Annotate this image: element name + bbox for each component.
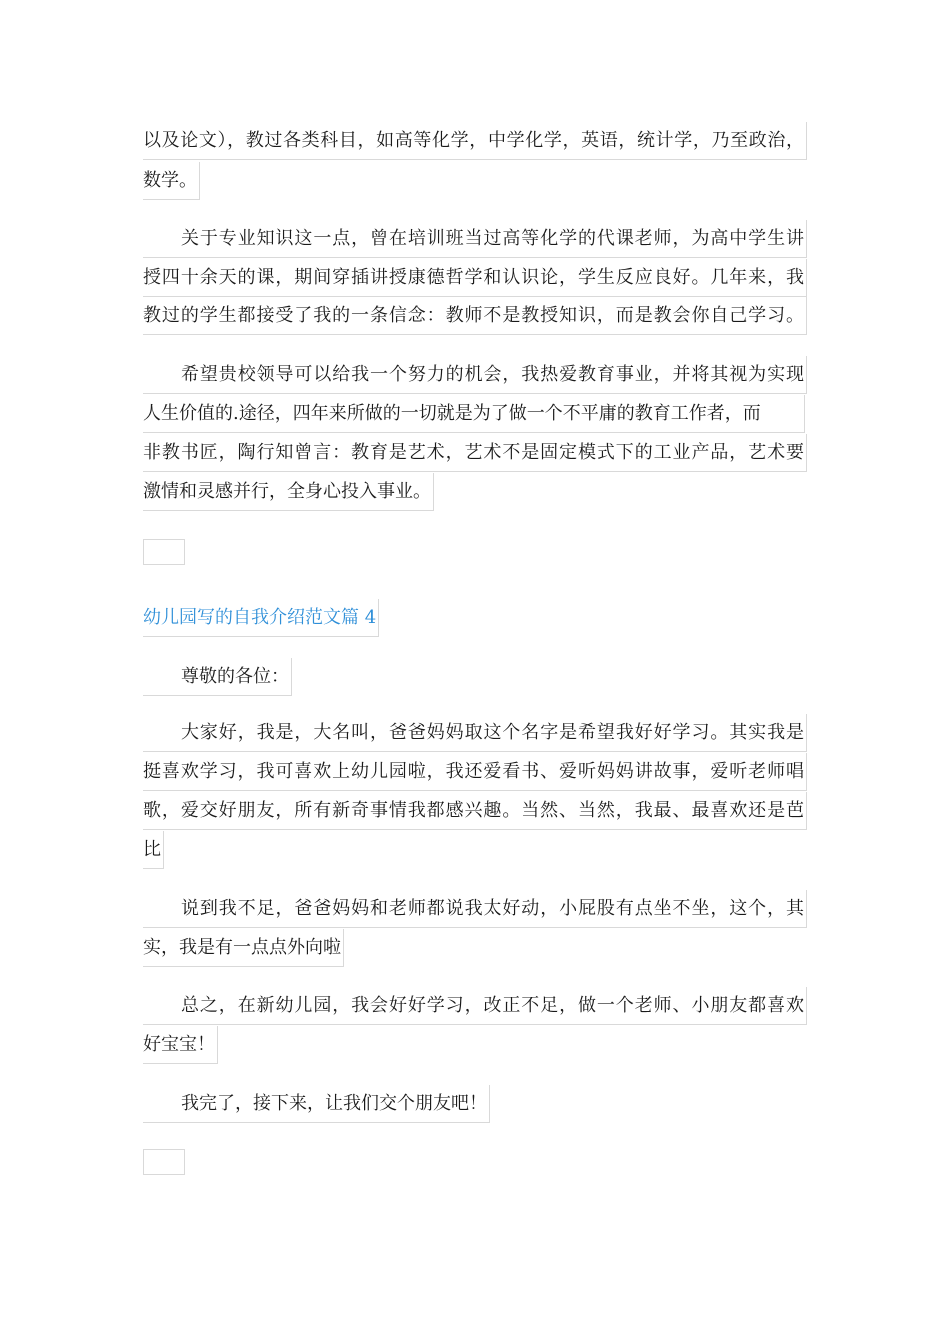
text-line: 大家好，我是，大名叫，爸爸妈妈取这个名字是希望我好好学习。其实我是 bbox=[143, 714, 807, 752]
text-line: 以及论文），教过各类科目，如高等化学，中学化学，英语，统计学，乃至政治， bbox=[143, 122, 807, 160]
text-line: 非教书匠，陶行知曾言：教育是艺术，艺术不是固定模式下的工业产品，艺术要 bbox=[143, 434, 807, 472]
section-heading: 幼儿园写的自我介绍范文篇 4 bbox=[143, 599, 379, 637]
text-line: 尊敬的各位： bbox=[143, 658, 292, 696]
text-line: 授四十余天的课，期间穿插讲授康德哲学和认识论，学生反应良好。几年来，我 bbox=[143, 259, 807, 297]
text-line: 说到我不足，爸爸妈妈和老师都说我太好动，小屁股有点坐不坐，这个，其 bbox=[143, 890, 807, 928]
text-line: 挺喜欢学习，我可喜欢上幼儿园啦，我还爱看书、爱听妈妈讲故事，爱听老师唱 bbox=[143, 753, 807, 791]
text-line: 关于专业知识这一点，曾在培训班当过高等化学的代课老师，为高中学生讲 bbox=[143, 220, 807, 258]
text-line: 教过的学生都接受了我的一条信念：教师不是教授知识，而是教会你自己学习。 bbox=[143, 297, 807, 335]
text-line: 我完了，接下来，让我们交个朋友吧！ bbox=[143, 1085, 490, 1123]
text-line: 激情和灵感并行，全身心投入事业。 bbox=[143, 473, 434, 511]
text-line: 人生价值的.途径，四年来所做的一切就是为了做一个不平庸的教育工作者，而 bbox=[143, 395, 805, 433]
text-line: 好宝宝！ bbox=[143, 1026, 218, 1064]
text-line: 歌，爱交好朋友，所有新奇事情我都感兴趣。当然、当然，我最、最喜欢还是芭 bbox=[143, 792, 807, 830]
empty-paragraph bbox=[143, 1149, 185, 1175]
text-line: 数学。 bbox=[143, 162, 200, 200]
text-line: 总之，在新幼儿园，我会好好学习，改正不足，做一个老师、小朋友都喜欢 bbox=[143, 987, 807, 1025]
text-line: 实，我是有一点点外向啦 bbox=[143, 929, 344, 967]
empty-paragraph bbox=[143, 539, 185, 565]
text-line: 希望贵校领导可以给我一个努力的机会，我热爱教育事业，并将其视为实现 bbox=[143, 356, 807, 394]
text-line: 比 bbox=[143, 831, 164, 869]
